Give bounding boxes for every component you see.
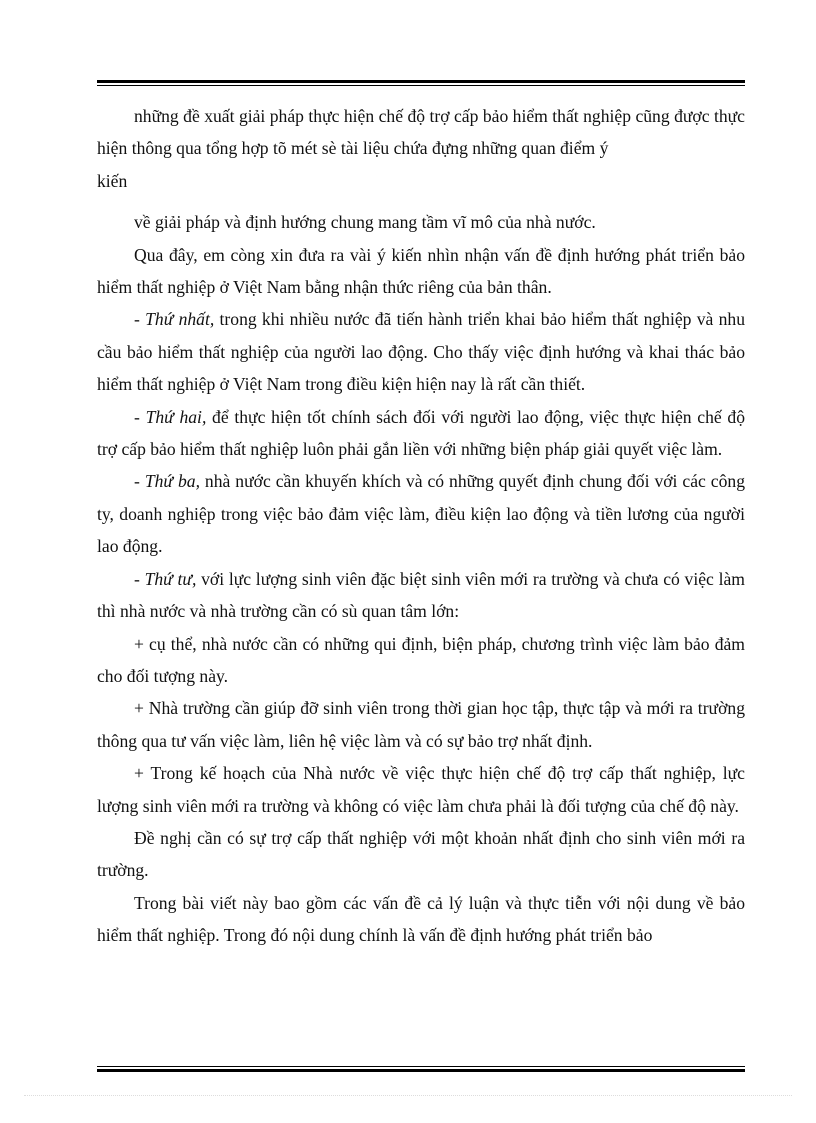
list-item-third: - Thứ ba, nhà nước cần khuyến khích và có những quyết định chung đối với các công ty, doanh nghiệp trong việc bảo đảm việc làm, điều kiện lao động và tiền lương của người lao động. [97, 471, 745, 557]
paragraph: Trong bài viết này bao gồm các vấn đề cả lý luận và thực tiễn với nội dung về bảo hiểm thất nghiệp. Trong đó nội dung chính là vấn đề định hướng phát triển bảo [97, 892, 745, 946]
list-item-fourth: - Thứ tư, với lực lượng sinh viên đặc biệt sinh viên mới ra trường và chưa có việc làm thì nhà nước và nhà trường cần có sù quan tâm lớn: [97, 568, 745, 622]
list-item-second: - Thứ hai, để thực hiện tốt chính sách đối với người lao động, việc thực hiện chế độ trợ cấp bảo hiểm thất nghiệp luôn phải gắn liền với những biện pháp giải quyết việc làm. [97, 406, 745, 460]
page-edge-divider [24, 1095, 792, 1096]
emphasis: Thứ tư, [144, 568, 197, 589]
paragraph-continuation: kiến [97, 170, 128, 191]
page-body [97, 100, 745, 952]
header-rule [97, 80, 745, 86]
paragraph: Qua đây, em còng xin đưa ra vài ý kiến nhìn nhận vấn đề định hướng phát triển bảo hiểm thất nghiệp ở Việt Nam bằng nhận thức riêng của bản thân. [97, 244, 745, 298]
list-item-first: - Thứ nhất, trong khi nhiều nước đã tiến hành triển khai bảo hiểm thất nghiệp và nhu cầu bảo hiểm thất nghiệp của người lao động. Cho thấy việc định hướng và khai thác bảo hiểm thất nghiệp ở Việt Nam trong điều kiện hiện nay là rất cần thiết. [97, 309, 745, 395]
footer-rule [97, 1066, 745, 1072]
paragraph: về giải pháp và định hướng chung mang tầm vĩ mô của nhà nước. [134, 212, 596, 233]
paragraph: những đề xuất giải pháp thực hiện chế độ trợ cấp bảo hiểm thất nghiệp cũng được thực hiện thông qua tổng hợp tõ mét sè tài liệu chứa đựng những quan điểm ý [97, 106, 745, 159]
paragraph: Đề nghị cần có sự trợ cấp thất nghiệp với một khoản nhất định cho sinh viên mới ra trường. [97, 827, 745, 881]
emphasis: Thứ nhất, [145, 309, 215, 330]
emphasis: Thứ ba, [144, 471, 200, 492]
sub-item: + Trong kế hoạch của Nhà nước về việc thực hiện chế độ trợ cấp thất nghiệp, lực lượng sinh viên mới ra trường và không có việc làm chưa phải là đối tượng của chế độ này. [97, 763, 745, 816]
emphasis: Thứ hai, [145, 406, 207, 427]
sub-item: + cụ thể, nhà nước cần có những qui định, biện pháp, chương trình việc làm bảo đảm cho đối tượng này. [97, 633, 745, 686]
sub-item: + Nhà trường cần giúp đỡ sinh viên trong thời gian học tập, thực tập và mới ra trường thông qua tư vấn việc làm, liên hệ việc làm và có sự bảo trợ nhất định. [97, 698, 745, 751]
